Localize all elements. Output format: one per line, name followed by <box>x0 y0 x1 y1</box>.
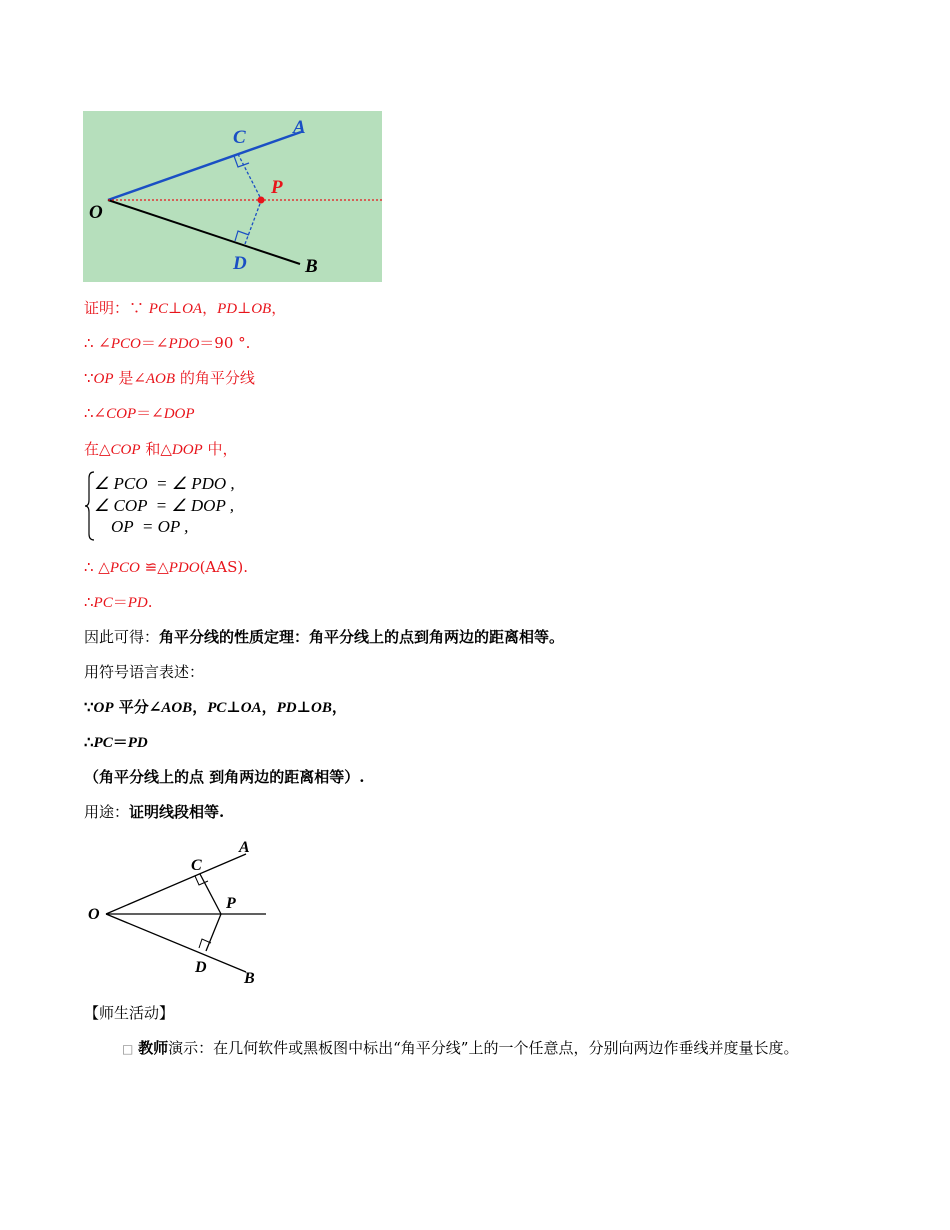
symbolic-intro: 用符号语言表述： <box>84 663 205 681</box>
symbolic-given <box>84 697 347 718</box>
usage-value: 证明线段相等. <box>129 803 225 821</box>
angle-dop: DOP <box>163 406 195 422</box>
perpendicular-pd <box>206 914 221 951</box>
triangle-dop: DOP <box>171 442 203 458</box>
figure-angle-bisector-colored <box>83 111 382 282</box>
segment-oa: OA <box>240 700 262 716</box>
perp-symbol: ⊥ <box>296 698 312 716</box>
segment-pd: PD <box>127 735 148 751</box>
system-row-2: ∠ COP = ∠ DOP , <box>94 496 235 515</box>
ninety-degrees: ＝90 °. <box>199 334 251 352</box>
triangle-pdo: PDO <box>168 560 200 576</box>
proof-line-3 <box>84 368 255 389</box>
separator: ， <box>192 698 208 716</box>
activity-teacher-line <box>122 1038 798 1059</box>
bisects-angle-text: 平分∠ <box>113 698 162 716</box>
segment-oa: OA <box>182 301 203 317</box>
label-c: C <box>233 127 246 148</box>
angle-cop: COP <box>106 406 137 422</box>
system-row-3: OP = OP , <box>94 517 189 536</box>
system-row-1: ∠ PCO = ∠ PDO , <box>94 474 235 493</box>
therefore-symbol: ∴ <box>84 593 94 611</box>
figure-2-svg <box>84 834 274 990</box>
bisector-text: 的角平分线 <box>175 369 255 387</box>
proof-line-4 <box>84 403 195 424</box>
label-a: A <box>293 117 306 138</box>
equals-angle: ＝∠ <box>136 404 164 422</box>
perp-symbol: ⊥ <box>226 698 241 716</box>
label-p: P <box>226 895 236 912</box>
triangle-pco: PCO <box>109 560 140 576</box>
is-angle-text: 是∠ <box>113 369 146 387</box>
segment-ob: OB <box>311 700 332 716</box>
perp-symbol: ⊥ <box>167 299 183 317</box>
and-triangle-text: 和△ <box>140 440 172 458</box>
therefore-triangle: ∴ △ <box>84 558 110 576</box>
label-a: A <box>239 839 250 856</box>
theorem-note: （角平分线上的点 到角两边的距离相等）. <box>84 768 365 786</box>
perpendicular-pc <box>238 154 261 199</box>
label-d: D <box>233 253 247 274</box>
congruent-triangle: ≌△ <box>139 558 169 576</box>
equals-sign: ＝ <box>112 593 128 611</box>
symbolic-conclusion <box>84 732 148 753</box>
because-symbol: ∵ <box>84 698 94 716</box>
separator: ， <box>331 698 347 716</box>
label-o: O <box>89 202 103 223</box>
angle-pdo: PDO <box>168 336 200 352</box>
equals-angle: ＝∠ <box>140 334 169 352</box>
proof-line-5 <box>84 439 237 460</box>
in-text: 中， <box>202 440 238 458</box>
proof-line-1 <box>84 298 286 319</box>
period: . <box>147 593 153 611</box>
figure-angle-bisector-plain <box>84 834 274 990</box>
proof-line-7 <box>84 592 153 613</box>
separator: ， <box>261 698 277 716</box>
aas-text: (AAS). <box>199 558 248 576</box>
label-p: P <box>271 177 283 198</box>
triangle-cop: COP <box>110 442 141 458</box>
proof-line-1-prefix: 证明：∵ <box>84 299 149 317</box>
perpendicular-pd <box>245 201 261 244</box>
theorem-line <box>84 627 564 647</box>
usage-line <box>84 802 224 822</box>
segment-pd: PD <box>217 301 238 317</box>
segment-pd: PD <box>276 700 297 716</box>
proof-line-2 <box>84 333 250 354</box>
angle-aob: AOB <box>145 371 176 387</box>
label-b: B <box>305 256 318 277</box>
separator: ， <box>202 299 218 317</box>
therefore-angle: ∴ ∠ <box>84 334 111 352</box>
activity-header: 【师生活动】 <box>84 1004 175 1022</box>
bullet-box-icon: □ <box>122 1042 134 1056</box>
separator: ， <box>271 299 287 317</box>
segment-pd: PD <box>127 595 148 611</box>
theorem-intro: 因此可得： <box>84 628 160 646</box>
segment-ob: OB <box>251 301 272 317</box>
figure-1-svg <box>83 111 382 282</box>
equals-sign: ＝ <box>112 733 128 751</box>
segment-op: OP <box>93 371 114 387</box>
label-d: D <box>195 959 207 976</box>
perpendicular-pc <box>200 874 221 914</box>
label-b: B <box>244 970 255 987</box>
point-p <box>258 197 265 204</box>
perp-symbol: ⊥ <box>237 299 252 317</box>
ray-ob <box>108 200 300 264</box>
therefore-symbol: ∴ <box>84 733 94 751</box>
segment-pc: PC <box>207 700 227 716</box>
right-angle-c <box>234 156 249 167</box>
usage-label: 用途： <box>84 803 130 821</box>
proof-line-6 <box>84 557 248 578</box>
segment-pc: PC <box>93 735 113 751</box>
teacher-text: 演示：在几何软件或黑板图中标出“角平分线”上的一个任意点，分别向两边作垂线并度量长度。 <box>168 1039 799 1057</box>
label-o: O <box>88 906 100 923</box>
angle-aob: AOB <box>161 700 193 716</box>
right-angle-d <box>235 231 249 241</box>
ray-oa <box>106 854 246 914</box>
angle-pco: PCO <box>110 336 141 352</box>
segment-pc: PC <box>93 595 113 611</box>
in-triangle-text: 在△ <box>84 440 111 458</box>
ray-ob <box>106 914 246 972</box>
teacher-label: 教师 <box>138 1039 169 1057</box>
therefore-angle: ∴∠ <box>84 404 107 422</box>
segment-pc: PC <box>148 301 168 317</box>
label-c: C <box>191 857 202 874</box>
segment-op: OP <box>93 700 114 716</box>
because-symbol: ∵ <box>84 369 94 387</box>
theorem-statement: 角平分线的性质定理：角平分线上的点到角两边的距离相等。 <box>159 628 565 646</box>
